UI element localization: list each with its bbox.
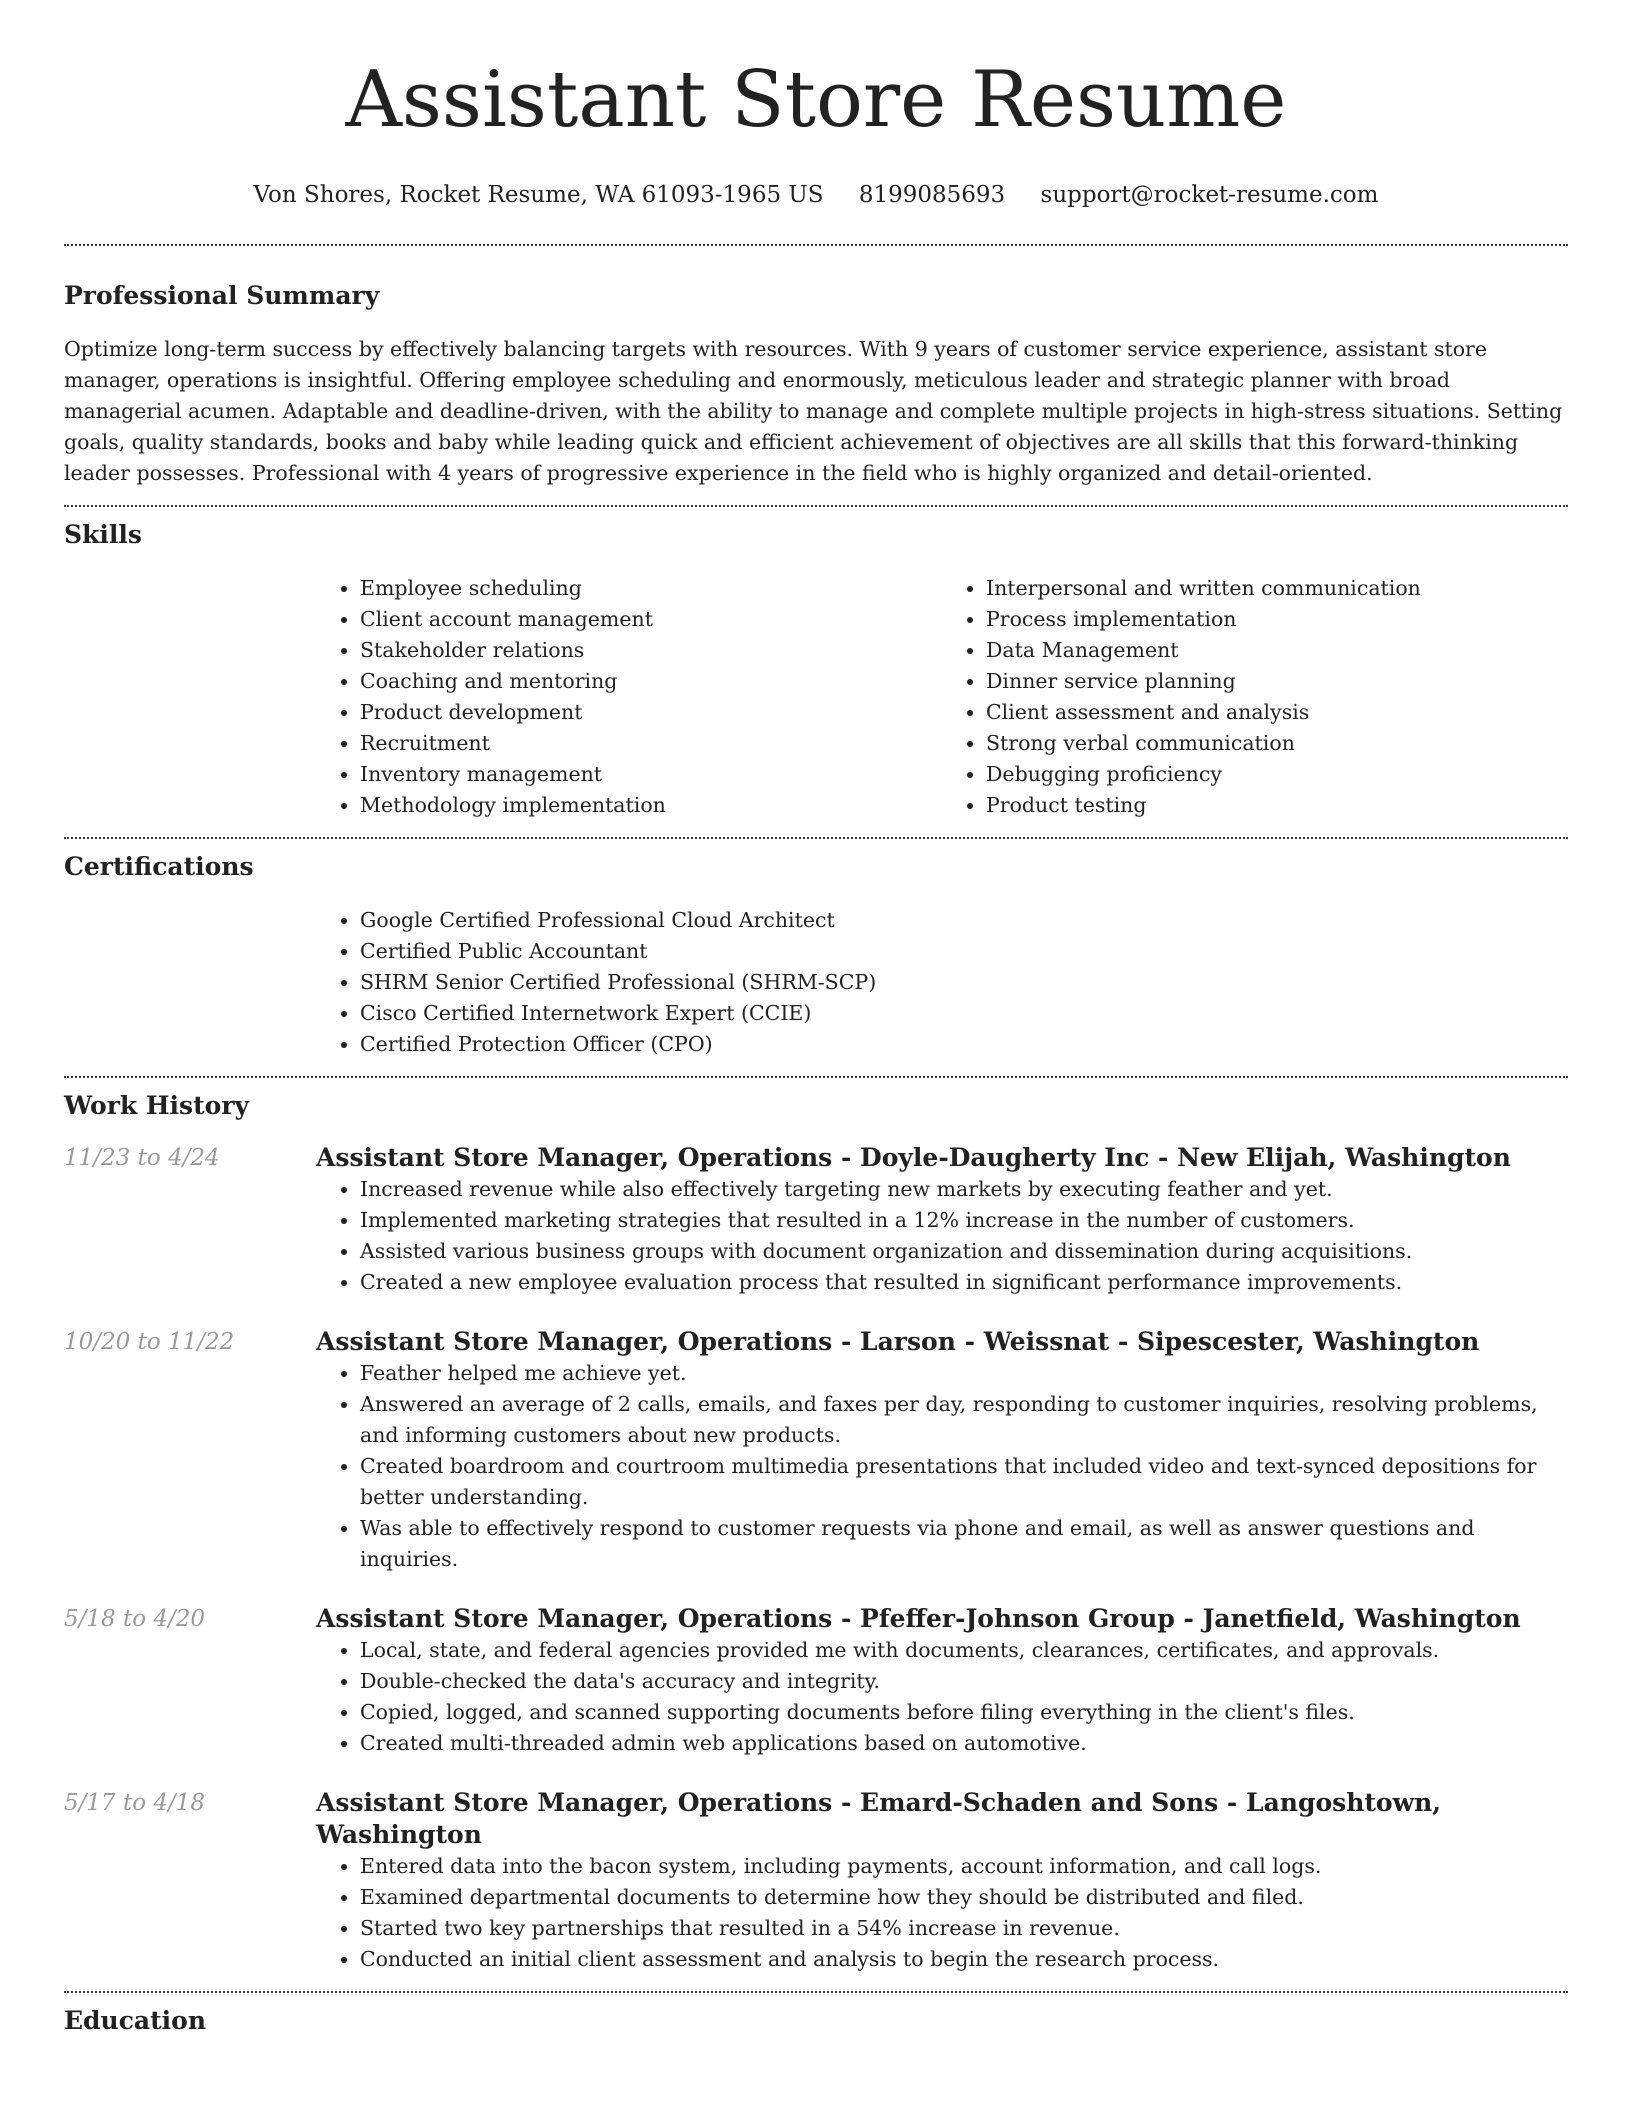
work-section xyxy=(64,1078,1568,1975)
job-details xyxy=(316,1326,1568,1575)
contact-email: support@rocket-resume.com xyxy=(1040,182,1379,208)
certifications-wrapper xyxy=(316,905,1568,1060)
job-bullet: • Increased revenue while also effectively targeting new markets by executing feather and yet. xyxy=(360,1174,1568,1205)
certification-item: • SHRM Senior Certified Professional (SHRM-SCP) xyxy=(360,967,1568,998)
skill-item: • Inventory management xyxy=(360,759,942,790)
job-details xyxy=(316,1603,1568,1759)
certification-item: • Certified Public Accountant xyxy=(360,936,1568,967)
skill-item: • Product testing xyxy=(986,790,1568,821)
certification-item: • Certified Protection Officer (CPO) xyxy=(360,1029,1568,1060)
job-bullets xyxy=(316,1174,1568,1298)
job-bullet: • Answered an average of 2 calls, emails, and faxes per day, responding to customer inquiries, resolving problems, and informing customers about new products. xyxy=(360,1389,1568,1451)
job-entry xyxy=(64,1787,1568,1975)
skills-list-right xyxy=(942,573,1568,821)
job-dates: 5/17 to 4/18 xyxy=(64,1790,206,1816)
skill-item: • Debugging proficiency xyxy=(986,759,1568,790)
skill-item: • Strong verbal communication xyxy=(986,728,1568,759)
job-bullet: • Feather helped me achieve yet. xyxy=(360,1358,1568,1389)
contact-phone: 8199085693 xyxy=(858,182,1006,208)
job-title: Assistant Store Manager, Operations - Larson - Weissnat - Sipescester, Washington xyxy=(316,1327,1480,1356)
job-bullet: • Double-checked the data's accuracy and integrity. xyxy=(360,1666,1568,1697)
section-heading-work: Work History xyxy=(64,1091,250,1120)
job-bullet: • Local, state, and federal agencies provided me with documents, clearances, certificates, and approvals. xyxy=(360,1635,1568,1666)
education-section xyxy=(64,1993,1568,2037)
job-details xyxy=(316,1787,1568,1975)
skill-item: • Recruitment xyxy=(360,728,942,759)
job-bullet: • Was able to effectively respond to customer requests via phone and email, as well as answer questions and inquiries. xyxy=(360,1513,1568,1575)
certification-item: • Google Certified Professional Cloud Architect xyxy=(360,905,1568,936)
job-dates: 11/23 to 4/24 xyxy=(64,1145,220,1171)
job-bullet: • Created boardroom and courtroom multimedia presentations that included video and text-synced depositions for better understanding. xyxy=(360,1451,1568,1513)
contact-address: Von Shores, Rocket Resume, WA 61093-1965 US xyxy=(253,182,824,208)
job-bullet: • Implemented marketing strategies that resulted in a 12% increase in the number of customers. xyxy=(360,1205,1568,1236)
job-bullet: • Copied, logged, and scanned supporting documents before filing everything in the client's files. xyxy=(360,1697,1568,1728)
job-bullet: • Entered data into the bacon system, including payments, account information, and call logs. xyxy=(360,1851,1568,1882)
skill-item: • Coaching and mentoring xyxy=(360,666,942,697)
job-dates: 10/20 to 11/22 xyxy=(64,1329,235,1355)
job-title: Assistant Store Manager, Operations - Doyle-Daugherty Inc - New Elijah, Washington xyxy=(316,1143,1511,1172)
skill-item: • Data Management xyxy=(986,635,1568,666)
job-bullets xyxy=(316,1358,1568,1575)
job-title: Assistant Store Manager, Operations - Pfeffer-Johnson Group - Janetfield, Washington xyxy=(316,1604,1521,1633)
section-heading-skills: Skills xyxy=(64,520,142,549)
certifications-section xyxy=(64,839,1568,1060)
skills-section xyxy=(64,507,1568,821)
job-details xyxy=(316,1142,1568,1298)
job-bullet: • Assisted various business groups with document organization and dissemination during acquisitions. xyxy=(360,1236,1568,1267)
skill-item: • Interpersonal and written communication xyxy=(986,573,1568,604)
job-dates: 5/18 to 4/20 xyxy=(64,1606,206,1632)
resume-title: Assistant Store Resume xyxy=(345,55,1287,145)
job-bullet: • Created a new employee evaluation process that resulted in significant performance improvements. xyxy=(360,1267,1568,1298)
job-bullet: • Created multi-threaded admin web applications based on automotive. xyxy=(360,1728,1568,1759)
certification-item: • Cisco Certified Internetwork Expert (CCIE) xyxy=(360,998,1568,1029)
skill-item: • Methodology implementation xyxy=(360,790,942,821)
job-bullet: • Examined departmental documents to determine how they should be distributed and filed. xyxy=(360,1882,1568,1913)
skill-item: • Client assessment and analysis xyxy=(986,697,1568,728)
section-heading-certifications: Certifications xyxy=(64,852,254,881)
job-entry xyxy=(64,1603,1568,1759)
job-title: Assistant Store Manager, Operations - Emard-Schaden and Sons - Langoshtown, Washington xyxy=(316,1788,1441,1849)
summary-section xyxy=(64,246,1568,489)
job-bullet: • Conducted an initial client assessment and analysis to begin the research process. xyxy=(360,1944,1568,1975)
job-bullet: • Started two key partnerships that resulted in a 54% increase in revenue. xyxy=(360,1913,1568,1944)
job-entry xyxy=(64,1326,1568,1575)
skills-columns xyxy=(316,573,1568,821)
skill-item: • Product development xyxy=(360,697,942,728)
job-bullets xyxy=(316,1635,1568,1759)
skill-item: • Dinner service planning xyxy=(986,666,1568,697)
section-heading-education: Education xyxy=(64,2006,207,2035)
skill-item: • Employee scheduling xyxy=(360,573,942,604)
job-bullets xyxy=(316,1851,1568,1975)
skill-item: • Client account management xyxy=(360,604,942,635)
skill-item: • Stakeholder relations xyxy=(360,635,942,666)
job-entry xyxy=(64,1142,1568,1298)
skills-list-left xyxy=(316,573,942,821)
skill-item: • Process implementation xyxy=(986,604,1568,635)
certifications-list xyxy=(316,905,1568,1060)
contact-line xyxy=(64,180,1568,210)
section-heading-summary: Professional Summary xyxy=(64,281,380,310)
summary-text: Optimize long-term success by effectively balancing targets with resources. With 9 years of customer service experience, assistant store manager, operations is insightful. Offering employee scheduling and enormously, meticulous leader and strategic planner with broad managerial acumen. Adaptable and deadline-driven, with the ability to manage and complete multiple projects in high-stress situations. Setting goals, quality standards, books and baby while leading quick and efficient achievement of objectives are all skills that this forward-thinking leader possesses. Professional with 4 years of progressive experience in the field who is highly organized and detail-oriented. xyxy=(64,337,1563,485)
